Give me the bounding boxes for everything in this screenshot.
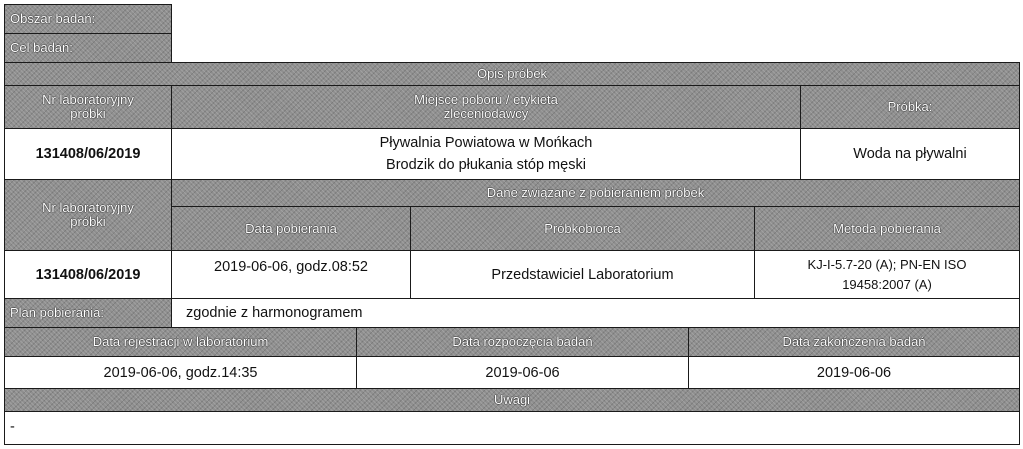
plan-pobierania-value: zgodnie z harmonogramem — [171, 298, 1020, 328]
pobieranie-col-probkobiorca-header: Próbkobiorca — [410, 206, 755, 251]
pobieranie-col-data-header: Data pobierania — [171, 206, 411, 251]
data-zakonczenia-value: 2019-06-06 — [688, 356, 1020, 389]
cel-badan-label: Cel badań: — [4, 33, 172, 63]
opis-probek-title: Opis próbek — [4, 62, 1020, 86]
pobieranie-row-probkobiorca: Przedstawiciel Laboratorium — [410, 250, 755, 299]
data-rejestracji-value: 2019-06-06, godz.14:35 — [4, 356, 357, 389]
uwagi-title: Uwagi — [4, 388, 1020, 412]
opis-row-miejsce: Pływalnia Powiatowa w Mońkach Brodzik do płukania stóp męski — [171, 128, 801, 180]
data-rozpoczecia-header: Data rozpoczęcia badań — [356, 327, 689, 357]
uwagi-value: - — [4, 411, 1020, 445]
pobieranie-row-nr: 131408/06/2019 — [4, 250, 172, 299]
obszar-badan-label: Obszar badań: — [4, 4, 172, 34]
pobieranie-row-data: 2019-06-06, godz.08:52 — [171, 250, 411, 299]
pobieranie-col-nr-header: Nr laboratoryjny próbki — [4, 179, 172, 251]
opis-col-probka-header: Próbka: — [800, 85, 1020, 129]
plan-pobierania-label: Plan pobierania: — [4, 298, 172, 328]
pobieranie-row-metoda: KJ-I-5.7-20 (A); PN-EN ISO 19458:2007 (A) — [754, 250, 1020, 299]
data-rejestracji-header: Data rejestracji w laboratorium — [4, 327, 357, 357]
opis-row-probka: Woda na pływalni — [800, 128, 1020, 180]
pobieranie-col-metoda-header: Metoda pobierania — [754, 206, 1020, 251]
data-zakonczenia-header: Data zakończenia badań — [688, 327, 1020, 357]
opis-row-nr: 131408/06/2019 — [4, 128, 172, 180]
data-rozpoczecia-value: 2019-06-06 — [356, 356, 689, 389]
pobieranie-title: Dane związane z pobieraniem próbek — [171, 179, 1020, 207]
opis-col-nr-header: Nr laboratoryjny próbki — [4, 85, 172, 129]
opis-col-miejsce-header: Miejsce poboru / etykieta zleceniodawcy — [171, 85, 801, 129]
